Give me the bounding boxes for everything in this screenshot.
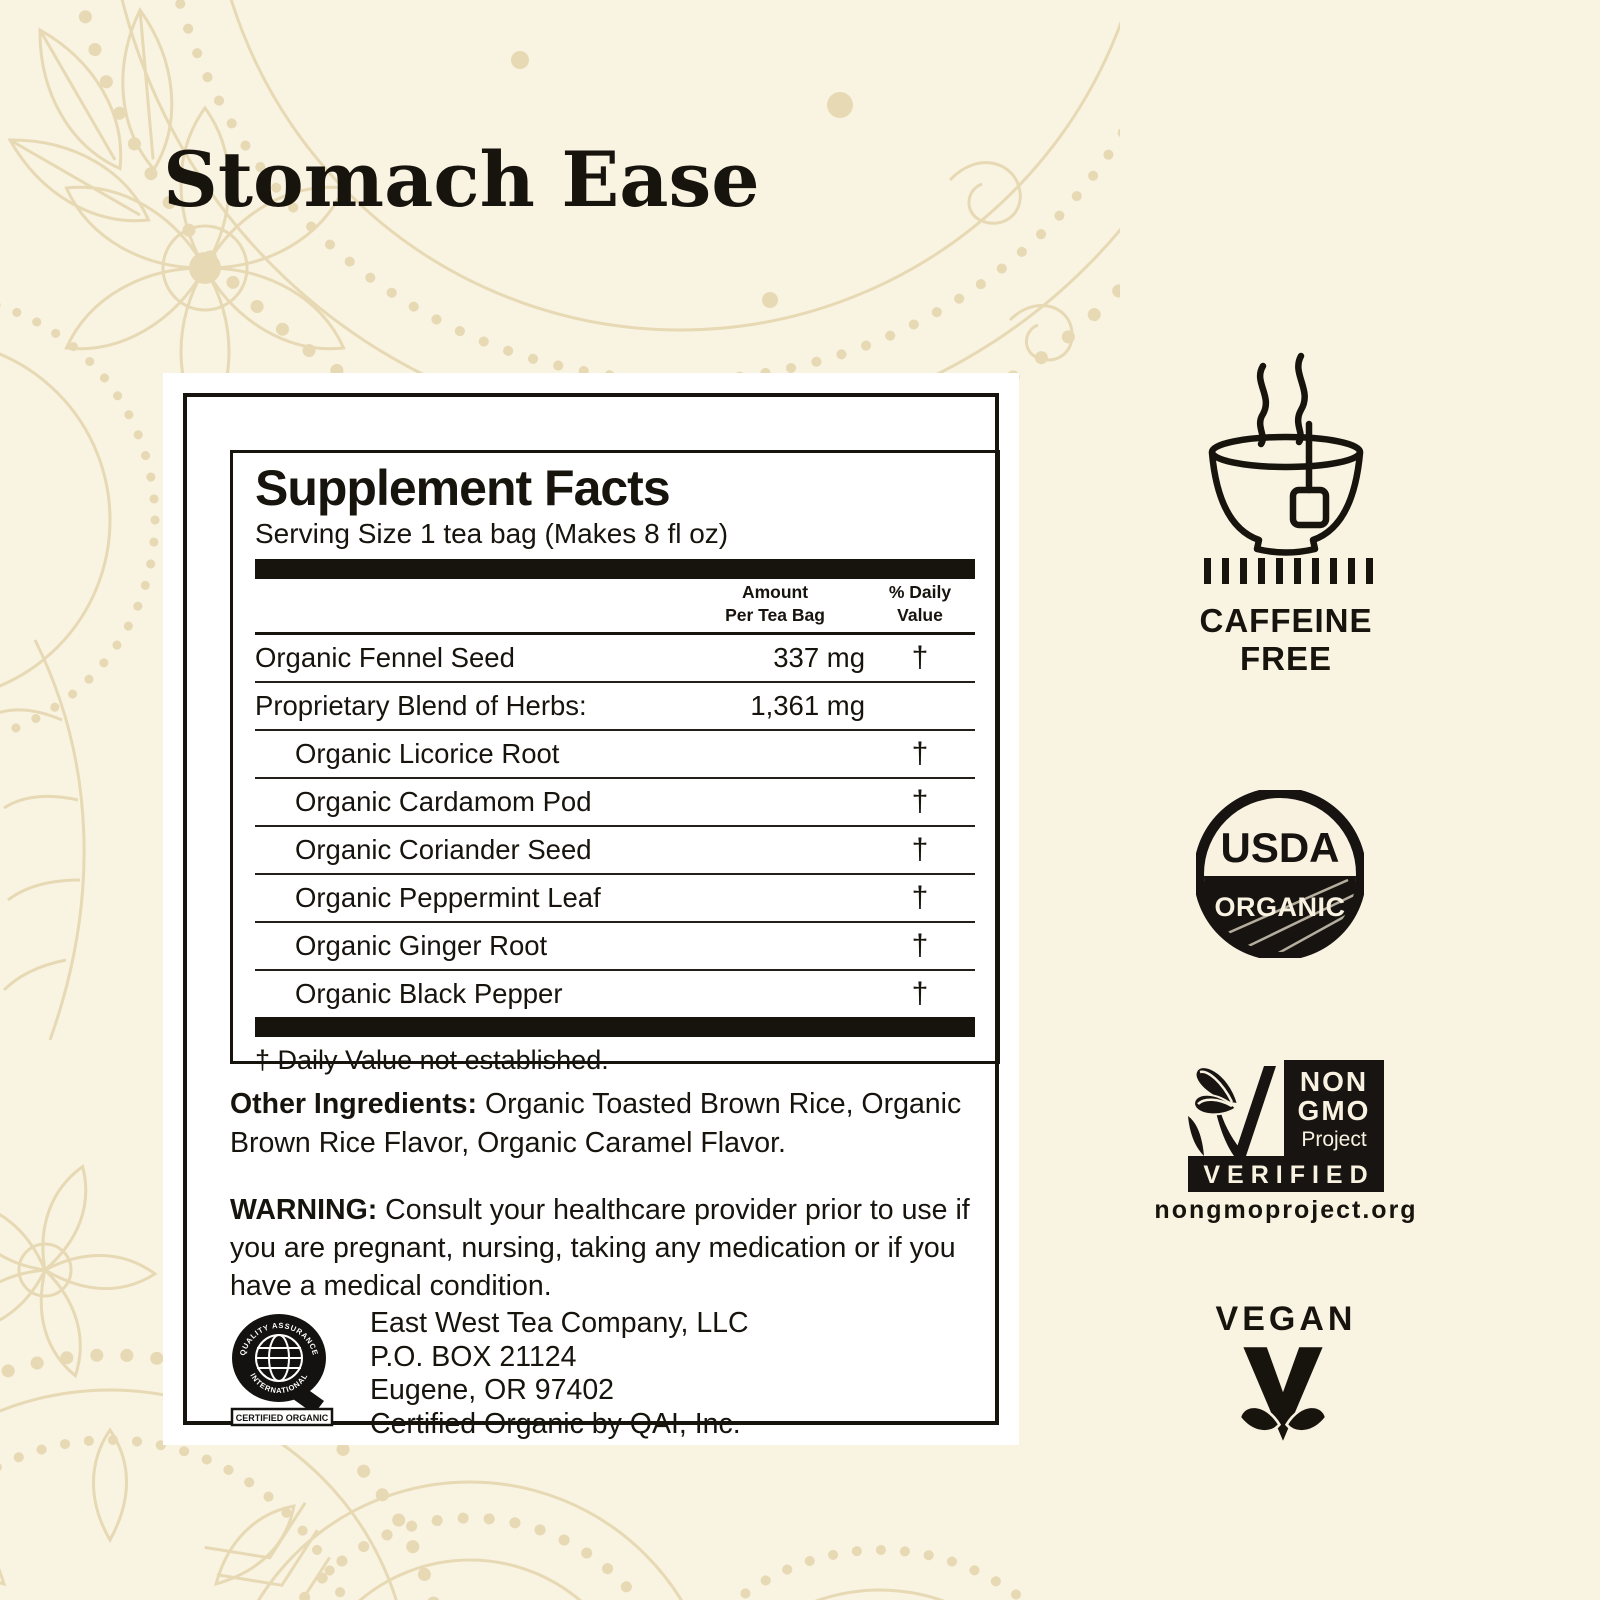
ingredient-row xyxy=(255,683,975,731)
ingredient-daily-value: † xyxy=(911,977,929,1010)
dash-mark xyxy=(1258,558,1265,584)
ingredient-row xyxy=(255,827,975,875)
qai-certified-organic-logo xyxy=(230,1313,334,1427)
other-ingredients-label: Other Ingredients: xyxy=(230,1088,478,1120)
ingredient-name: Organic Coriander Seed xyxy=(295,834,592,865)
dash-mark xyxy=(1348,558,1355,584)
teabag-tag-icon xyxy=(1293,490,1326,525)
card-footer xyxy=(230,1307,749,1441)
dash-mark xyxy=(1312,558,1319,584)
ingredient-name: Organic Cardamom Pod xyxy=(295,786,592,817)
ingredient-amount: 337 mg xyxy=(773,642,865,673)
project-text: Project xyxy=(1301,1128,1367,1151)
dash-mark xyxy=(1222,558,1229,584)
ingredient-name: Organic Black Pepper xyxy=(295,978,563,1009)
ingredient-rows xyxy=(255,632,975,1017)
other-ingredients: Other Ingredients: Organic Toasted Brown Rice, Organic Brown Rice Flavor, Organic Caramel Flavor. xyxy=(230,1088,962,1159)
daily-value-footnote: † Daily Value not established. xyxy=(255,1045,609,1075)
qai-box-text: CERTIFIED ORGANIC xyxy=(235,1413,329,1423)
butterfly-sprout-icon xyxy=(1188,1066,1276,1156)
dash-mark xyxy=(1294,558,1301,584)
dash-row xyxy=(1204,558,1373,584)
ingredient-row xyxy=(255,923,975,971)
address-line: P.O. BOX 21124 xyxy=(370,1340,577,1373)
ingredient-name: Organic Licorice Root xyxy=(295,738,560,769)
ingredient-daily-value: † xyxy=(911,785,929,818)
ingredient-row xyxy=(255,875,975,923)
column-daily-value: % Daily Value xyxy=(888,582,952,625)
warning-label: WARNING: xyxy=(230,1194,378,1226)
dash-mark xyxy=(1240,558,1247,584)
ingredient-name: Organic Ginger Root xyxy=(295,930,548,961)
organic-text: ORGANIC xyxy=(1214,892,1346,922)
address-line: Certified Organic by QAI, Inc. xyxy=(370,1407,741,1440)
divider-bar xyxy=(255,559,975,579)
ingredient-name: Proprietary Blend of Herbs: xyxy=(255,690,587,721)
table-header xyxy=(255,581,975,632)
ingredient-daily-value: † xyxy=(911,881,929,914)
serving-size: Serving Size 1 tea bag (Makes 8 fl oz) xyxy=(255,518,729,549)
page-title: Stomach Ease xyxy=(163,135,760,224)
address-line: Eugene, OR 97402 xyxy=(370,1374,615,1406)
dash-mark xyxy=(1330,558,1337,584)
ingredient-row xyxy=(255,779,975,827)
teacup-icon xyxy=(1191,352,1381,558)
ingredient-name: Organic Peppermint Leaf xyxy=(295,882,601,913)
non-gmo-verified-badge xyxy=(1188,1060,1384,1192)
ingredient-daily-value: † xyxy=(911,641,929,674)
supplement-facts-title: Supplement Facts xyxy=(255,460,670,516)
ingredient-row xyxy=(255,635,975,683)
qai-arc-bottom-text: INTERNATIONAL xyxy=(248,1371,310,1396)
non-text: NON xyxy=(1299,1066,1369,1097)
vegan-label: VEGAN xyxy=(1215,1300,1357,1338)
usda-organic-badge xyxy=(1196,790,1364,958)
verified-text: VERIFIED xyxy=(1203,1161,1375,1189)
steam-icon xyxy=(1260,366,1266,444)
dash-mark xyxy=(1276,558,1283,584)
usda-text: USDA xyxy=(1220,824,1340,871)
ingredient-daily-value: † xyxy=(911,929,929,962)
caffeine-free-label: CAFFEINE FREE xyxy=(1199,602,1373,677)
ingredient-daily-value: † xyxy=(911,833,929,866)
warning: WARNING: Consult your healthcare provider prior to use if you are pregnant, nursing, taking any medication or if you have a medical condition. xyxy=(230,1194,970,1302)
card-border xyxy=(183,393,999,1440)
column-amount: Amount Per Tea Bag xyxy=(725,582,825,625)
gmo-text: GMO xyxy=(1297,1095,1371,1126)
ingredient-amount: 1,361 mg xyxy=(750,690,865,721)
supplement-facts-box xyxy=(230,450,1000,1075)
dash-mark xyxy=(1366,558,1373,584)
ingredient-row xyxy=(255,731,975,779)
vegan-v-icon xyxy=(1238,1346,1328,1442)
qai-arc-top-text: QUALITY ASSURANCE xyxy=(237,1320,321,1357)
address-line: East West Tea Company, LLC xyxy=(370,1307,749,1339)
ingredient-row xyxy=(255,971,975,1017)
dash-mark xyxy=(1204,558,1211,584)
ingredient-daily-value: † xyxy=(911,737,929,770)
supplement-facts-card xyxy=(163,373,1019,1445)
divider-bar xyxy=(255,1017,975,1037)
nongmo-url: nongmoproject.org xyxy=(1154,1196,1418,1224)
ingredient-name: Organic Fennel Seed xyxy=(255,642,515,673)
address-lines xyxy=(370,1307,749,1441)
